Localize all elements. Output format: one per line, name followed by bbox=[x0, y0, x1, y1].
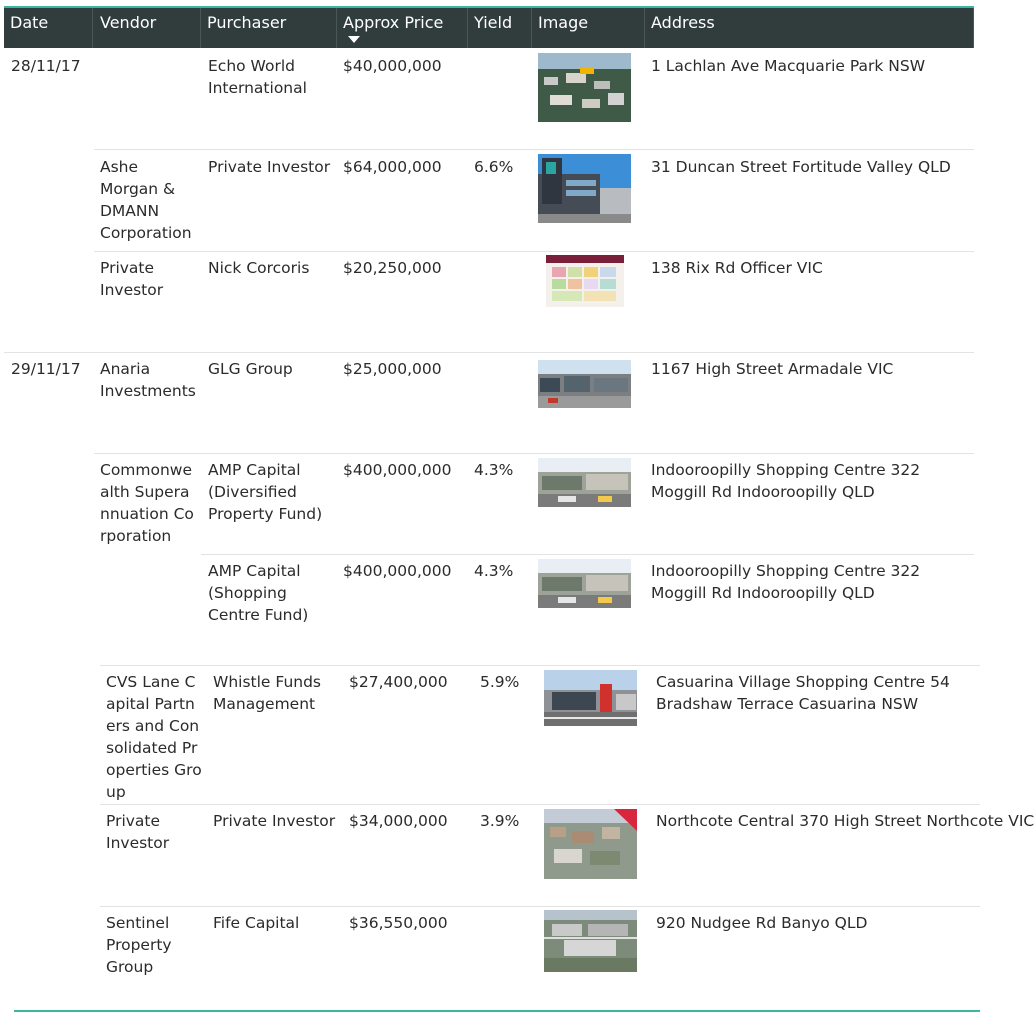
table-cell-address: Indooroopilly Shopping Centre 322 Moggill Rd Indooroopilly QLD bbox=[651, 562, 921, 602]
property-image[interactable] bbox=[538, 360, 631, 408]
table-cell-purchaser: Whistle Funds Management bbox=[213, 673, 322, 713]
property-image[interactable] bbox=[544, 910, 637, 972]
table-cell-purchaser: GLG Group bbox=[208, 360, 293, 378]
table-cell-yield: 5.9% bbox=[480, 673, 520, 691]
table-cell-vendor: Ashe Morgan & DMANN Corporation bbox=[100, 158, 192, 242]
row-divider bbox=[94, 149, 974, 150]
table-bottom-border bbox=[14, 1010, 980, 1012]
row-divider bbox=[201, 554, 974, 555]
table-cell-price: $400,000,000 bbox=[343, 562, 452, 580]
table-cell-address: Northcote Central 370 High Street Northcote VIC bbox=[656, 812, 1034, 830]
table-cell-purchaser: AMP Capital (Shopping Centre Fund) bbox=[208, 562, 309, 624]
column-header-vendor[interactable]: Vendor bbox=[94, 8, 201, 48]
table-cell-address: 31 Duncan Street Fortitude Valley QLD bbox=[651, 158, 951, 176]
table-cell-price: $64,000,000 bbox=[343, 158, 442, 176]
table-cell-address: 920 Nudgee Rd Banyo QLD bbox=[656, 914, 868, 932]
table-cell-yield: 4.3% bbox=[474, 562, 514, 580]
table-cell-purchaser: AMP Capital (Diversified Property Fund) bbox=[208, 461, 323, 523]
table-cell-date: 29/11/17 bbox=[11, 360, 81, 378]
table-cell-yield: 4.3% bbox=[474, 461, 514, 479]
table-cell-purchaser: Private Investor bbox=[213, 812, 336, 830]
property-image[interactable] bbox=[546, 255, 624, 307]
sort-descending-icon bbox=[348, 36, 360, 43]
table-cell-address: 1 Lachlan Ave Macquarie Park NSW bbox=[651, 57, 926, 75]
row-divider bbox=[94, 251, 974, 252]
column-header-image[interactable]: Image bbox=[532, 8, 645, 48]
property-image[interactable] bbox=[544, 670, 637, 726]
table-cell-vendor: Private Investor bbox=[100, 259, 164, 299]
table-cell-vendor: CVS Lane Capital Partners and Consolidated Properties Group bbox=[106, 673, 202, 801]
table-cell-vendor: Commonwealth Superannuation Corporation bbox=[100, 461, 194, 545]
table-header bbox=[4, 6, 974, 48]
table-cell-price: $40,000,000 bbox=[343, 57, 442, 75]
row-divider bbox=[100, 906, 980, 907]
row-divider bbox=[100, 665, 980, 666]
table-cell-vendor: Private Investor bbox=[106, 812, 170, 852]
column-header-address[interactable]: Address bbox=[645, 8, 974, 48]
table-cell-vendor: Sentinel Property Group bbox=[106, 914, 172, 976]
table-cell-price: $27,400,000 bbox=[349, 673, 448, 691]
table-cell-price: $34,000,000 bbox=[349, 812, 448, 830]
column-header-price[interactable]: Approx Price bbox=[337, 8, 468, 48]
property-image[interactable] bbox=[544, 809, 637, 879]
row-divider bbox=[100, 804, 980, 805]
table-cell-yield: 6.6% bbox=[474, 158, 514, 176]
row-divider bbox=[94, 453, 974, 454]
table-cell-price: $400,000,000 bbox=[343, 461, 452, 479]
table-cell-price: $25,000,000 bbox=[343, 360, 442, 378]
column-header-yield[interactable]: Yield bbox=[468, 8, 532, 48]
table-cell-purchaser: Fife Capital bbox=[213, 914, 300, 932]
sales-table bbox=[4, 6, 1034, 1014]
table-cell-address: Indooroopilly Shopping Centre 322 Moggill Rd Indooroopilly QLD bbox=[651, 461, 921, 501]
property-image[interactable] bbox=[538, 53, 631, 122]
table-cell-address: 138 Rix Rd Officer VIC bbox=[651, 259, 823, 277]
table-cell-address: Casuarina Village Shopping Centre 54 Bradshaw Terrace Casuarina NSW bbox=[656, 673, 950, 713]
table-cell-price: $20,250,000 bbox=[343, 259, 442, 277]
property-image[interactable] bbox=[538, 559, 631, 608]
table-cell-price: $36,550,000 bbox=[349, 914, 448, 932]
column-header-date[interactable]: Date bbox=[4, 8, 93, 48]
table-cell-purchaser: Nick Corcoris bbox=[208, 259, 310, 277]
table-cell-purchaser: Private Investor bbox=[208, 158, 331, 176]
row-divider bbox=[4, 352, 974, 353]
column-header-purchaser[interactable]: Purchaser bbox=[201, 8, 337, 48]
table-cell-date: 28/11/17 bbox=[11, 57, 81, 75]
table-cell-yield: 3.9% bbox=[480, 812, 520, 830]
property-image[interactable] bbox=[538, 458, 631, 507]
property-image[interactable] bbox=[538, 154, 631, 223]
table-cell-purchaser: Echo World International bbox=[208, 57, 307, 97]
table-cell-address: 1167 High Street Armadale VIC bbox=[651, 360, 894, 378]
table-cell-vendor: Anaria Investments bbox=[100, 360, 196, 400]
